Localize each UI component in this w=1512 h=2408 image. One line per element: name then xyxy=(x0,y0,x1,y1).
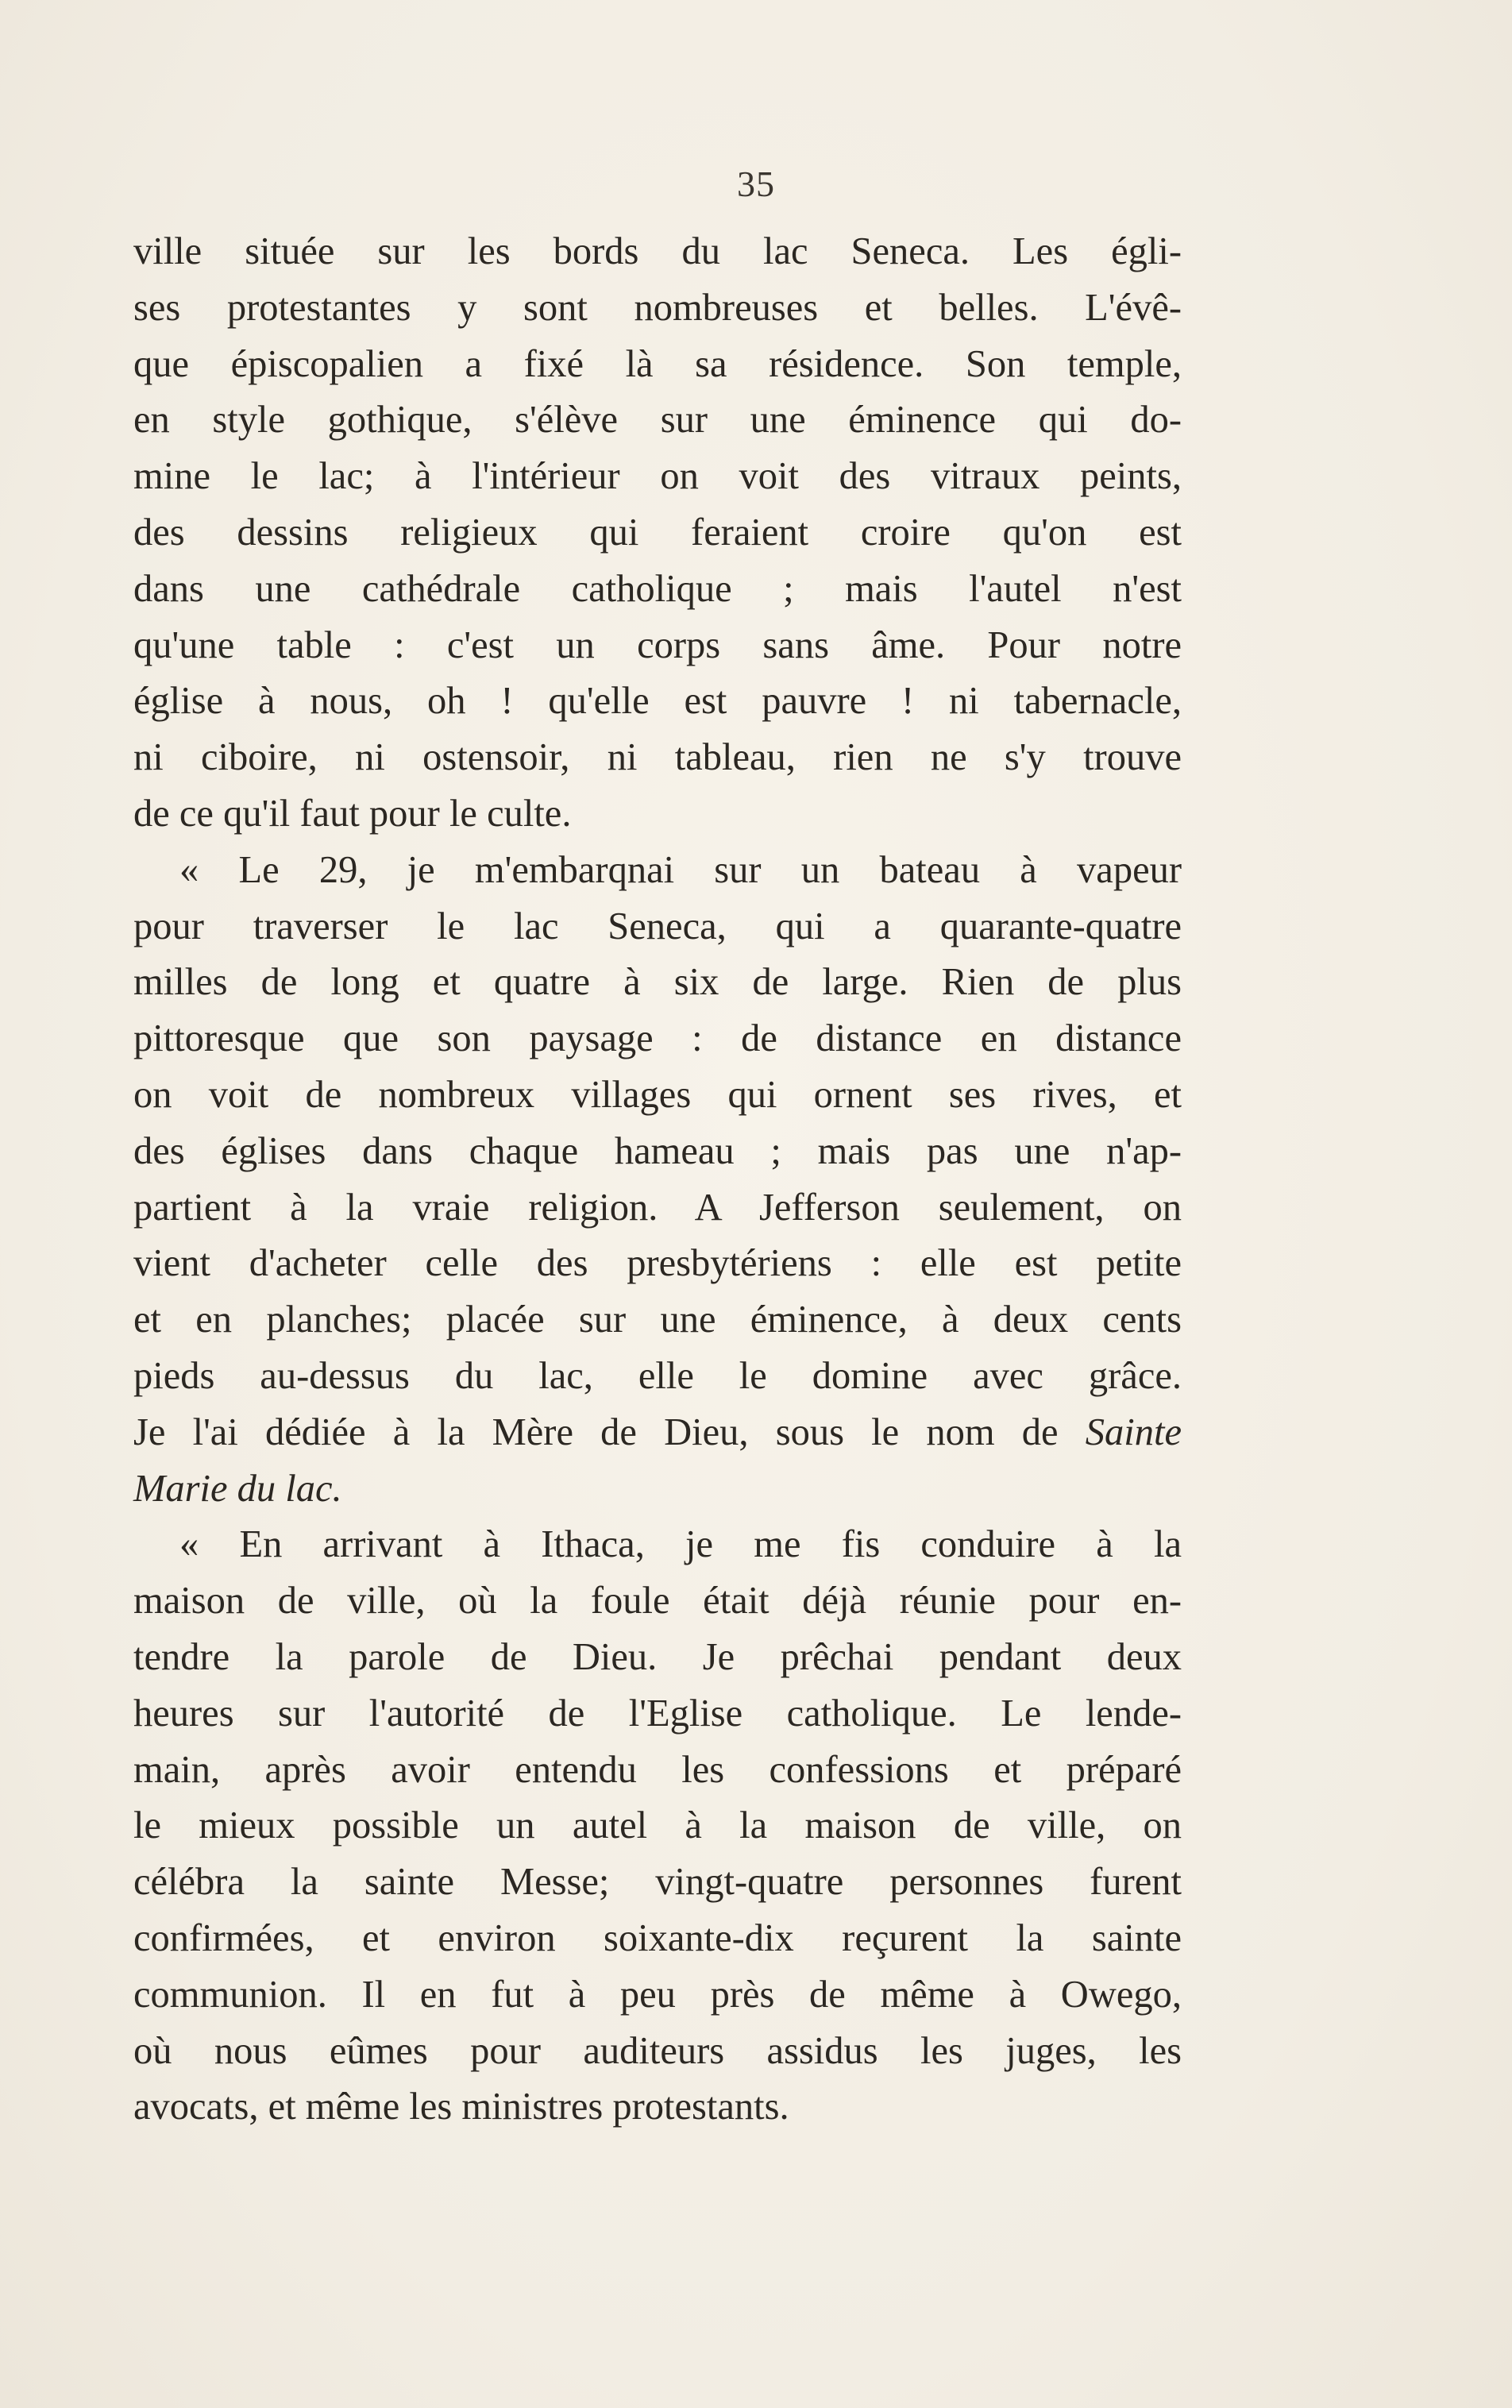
line-text: Je l'ai dédiée à la Mère de Dieu, sous le nom de xyxy=(133,1410,1059,1453)
body-text xyxy=(133,224,1182,2136)
text-line: ville située sur les bords du lac Seneca. Les égli- xyxy=(133,230,1182,272)
text-line: partient à la vraie religion. A Jefferson seulement, on xyxy=(133,1186,1182,1229)
text-line: pieds au-dessus du lac, elle le domine avec grâce. xyxy=(133,1354,1182,1397)
text-line: main, après avoir entendu les confessions et préparé xyxy=(133,1748,1182,1791)
text-line: ses protestantes y sont nombreuses et belles. L'évê- xyxy=(133,286,1182,329)
text-line: dans une cathédrale catholique ; mais l'autel n'est xyxy=(133,567,1182,610)
text-line: heures sur l'autorité de l'Eglise catholique. Le lende- xyxy=(133,1692,1182,1735)
text-line: on voit de nombreux villages qui ornent ses rives, et xyxy=(133,1073,1182,1116)
text-line: pour traverser le lac Seneca, qui a quarante-quatre xyxy=(133,905,1182,947)
text-line: qu'une table : c'est un corps sans âme. Pour notre xyxy=(133,623,1182,666)
text-line: en style gothique, s'élève sur une éminence qui do- xyxy=(133,399,1182,442)
italic-text: Sainte xyxy=(1085,1410,1182,1453)
text-line: tendre la parole de Dieu. Je prêchai pendant deux xyxy=(133,1635,1182,1678)
text-line: où nous eûmes pour auditeurs assidus les juges, les xyxy=(133,2029,1182,2072)
text-line: communion. Il en fut à peu près de même à Owego, xyxy=(133,1973,1182,2016)
text-line: des dessins religieux qui feraient croire qu'on est xyxy=(133,511,1182,554)
paragraph-end-line: Marie du lac. xyxy=(133,1467,342,1510)
text-line: et en planches; placée sur une éminence, à deux cents xyxy=(133,1299,1182,1341)
text-line-with-italic xyxy=(133,1405,1182,1461)
text-line: que épiscopalien a fixé là sa résidence. Son temple, xyxy=(133,342,1182,385)
text-line: le mieux possible un autel à la maison de ville, on xyxy=(133,1804,1182,1847)
paragraph-start-line: « Le 29, je m'embarqnai sur un bateau à vapeur xyxy=(179,848,1182,891)
text-line: confirmées, et environ soixante-dix reçurent la sainte xyxy=(133,1916,1182,1959)
page-number: 35 xyxy=(737,164,775,204)
text-line: milles de long et quatre à six de large. Rien de plus xyxy=(133,961,1182,1004)
text-line: pittoresque que son paysage : de distance en distance xyxy=(133,1017,1182,1060)
paragraph-end-line: avocats, et même les ministres protestants. xyxy=(133,2086,789,2128)
text-line: ni ciboire, ni ostensoir, ni tableau, rien ne s'y trouve xyxy=(133,736,1182,779)
text-line: église à nous, oh ! qu'elle est pauvre ! ni tabernacle, xyxy=(133,680,1182,723)
text-line: des églises dans chaque hameau ; mais pas une n'ap- xyxy=(133,1129,1182,1172)
paragraph-end-line: de ce qu'il faut pour le culte. xyxy=(133,792,572,835)
text-line: mine le lac; à l'intérieur on voit des vitraux peints, xyxy=(133,455,1182,498)
text-line: célébra la sainte Messe; vingt-quatre personnes furent xyxy=(133,1861,1182,1904)
text-line: vient d'acheter celle des presbytériens : elle est petite xyxy=(133,1242,1182,1285)
paragraph-start-line: « En arrivant à Ithaca, je me fis conduire à la xyxy=(179,1523,1182,1566)
text-line: maison de ville, où la foule était déjà réunie pour en- xyxy=(133,1580,1182,1623)
